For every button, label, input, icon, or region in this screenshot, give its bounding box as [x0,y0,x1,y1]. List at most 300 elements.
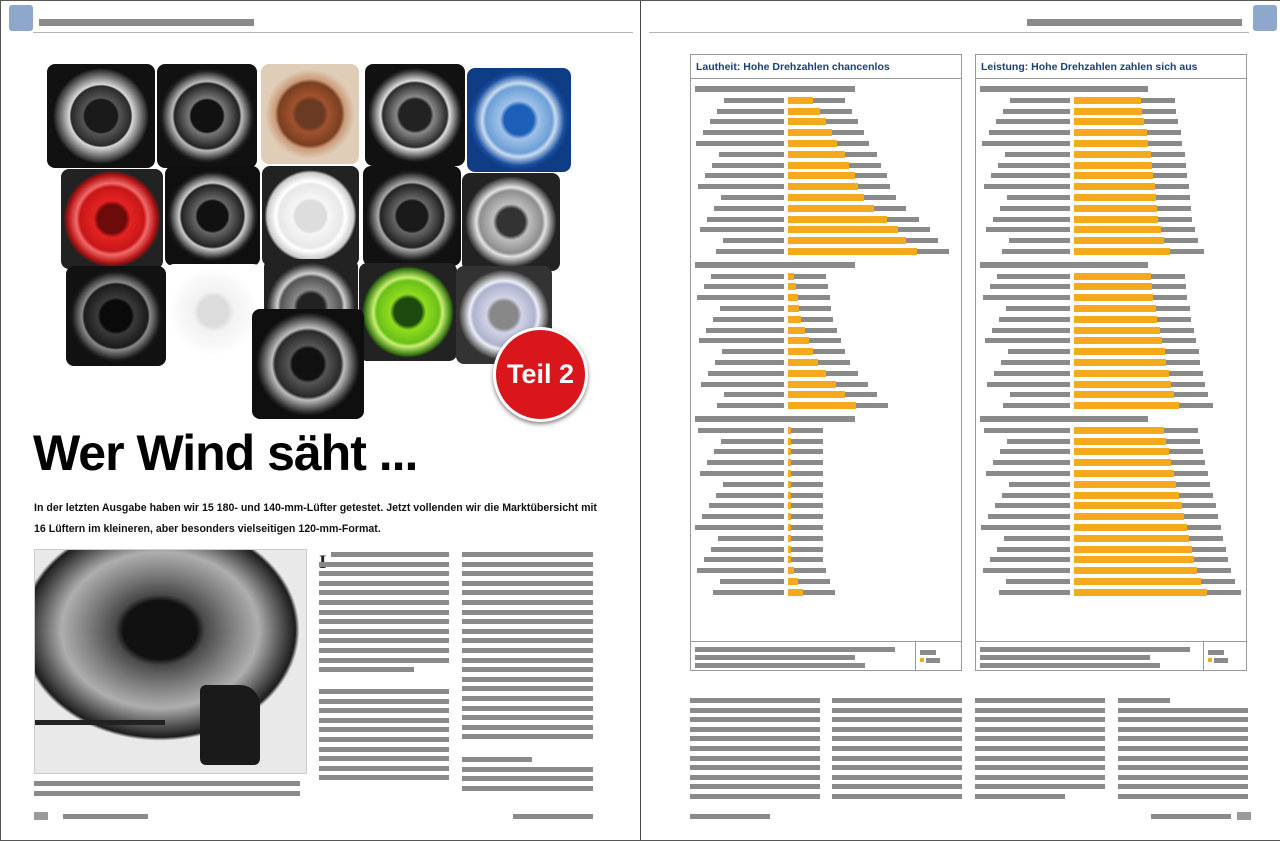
text-line [319,699,449,704]
text-line [462,677,593,682]
text-line [975,794,1065,799]
table-row-label [698,184,784,189]
text-line [462,725,593,730]
table-bar-extension [906,238,938,243]
text-line [319,727,449,732]
table-bar [1074,97,1141,104]
table-bar [1074,316,1157,323]
table-row-label [723,238,784,243]
table-bar-extension [1164,238,1198,243]
table-row-label [1010,98,1070,103]
table-row-label [1002,249,1070,254]
table-bar-extension [1201,579,1235,584]
table-bar [788,578,798,585]
table-bar-extension [1166,439,1200,444]
right-running-head [1027,19,1242,26]
table-bar-extension [887,217,919,222]
text-line [690,756,820,761]
table-row-label [699,338,784,343]
text-line [832,784,962,789]
table-bar-extension [1162,338,1196,343]
legend-swatch [1208,658,1212,662]
table-bar-extension [1165,349,1199,354]
table-bar [788,294,798,301]
table-row-label [986,227,1070,232]
table-bar [1074,427,1164,434]
table-bar-extension [858,184,890,189]
table-bar-extension [791,439,823,444]
table-bar [788,283,796,290]
table-bar [1074,524,1187,531]
table-row-label [705,173,784,178]
table-row-label [982,141,1070,146]
table-bar [1074,589,1207,596]
table-footnote-line [695,663,865,668]
table-bar [1074,348,1165,355]
text-line [1118,784,1248,789]
table-row-label [704,284,784,289]
text-line [462,610,593,615]
table-bar-extension [855,173,887,178]
table-row-label [1007,195,1070,200]
table-bar-extension [1192,547,1226,552]
table-bar-extension [1197,568,1231,573]
text-line [462,590,593,595]
legend-swatch [920,658,924,662]
table-bar-extension [1169,371,1203,376]
table-row-label [709,503,784,508]
table-bar-extension [791,536,823,541]
table-bar-extension [791,471,823,476]
text-line [975,736,1105,741]
text-line [690,698,820,703]
table-bar [788,118,826,125]
table-footnote-line [980,663,1160,668]
text-line [462,638,593,643]
table-footnote-line [695,647,895,652]
text-line [690,708,820,713]
table-bar-extension [791,557,823,562]
text-line [975,756,1105,761]
table-bar-extension [1184,514,1218,519]
table-bar-extension [1148,141,1182,146]
table-bar [788,359,818,366]
table-bar-extension [864,195,896,200]
table-row-label [715,360,784,365]
table-group-label [695,86,855,92]
text-line [462,776,593,781]
table-bar-extension [836,382,868,387]
fan-icon [157,64,257,168]
table-row-label [711,274,784,279]
table-bar-extension [1179,403,1213,408]
table-row-label [1003,109,1070,114]
table-bar [1074,162,1152,169]
text-line [1118,756,1248,761]
table-row-label [1003,403,1070,408]
left-page-tab [9,5,33,31]
table-bar [1074,226,1161,233]
page-number-right [1237,812,1251,820]
table-row-label [1006,579,1070,584]
fan-icon [165,166,260,266]
table-bar [1074,140,1148,147]
text-line [832,775,962,780]
table-row-label [720,579,784,584]
table-footnote-line [980,647,1190,652]
table-bar-extension [1157,317,1191,322]
table-row-label [697,295,784,300]
left-running-head [39,19,254,26]
table-row-label [986,471,1070,476]
table-bar-extension [791,460,823,465]
table-row-label [724,98,784,103]
table-bar [1074,438,1166,445]
legend-label [1214,658,1228,663]
text-line [319,708,449,713]
fan-clip-shape [200,685,260,765]
text-line [319,571,449,576]
table-group-label [980,262,1148,268]
table-bar-extension [1142,109,1176,114]
fan-icon [66,266,166,366]
table-row-label [698,428,784,433]
table-bar-extension [1194,557,1228,562]
text-line [690,784,820,789]
table-bar [788,327,805,334]
table-row-label [702,514,784,519]
table-bar [1074,546,1192,553]
table-row-label [714,206,784,211]
table-row-label [1007,439,1070,444]
table-bar-extension [1179,493,1213,498]
text-line [832,765,962,770]
table-bar [1074,492,1179,499]
text-line [690,794,820,799]
table-bar-extension [832,130,864,135]
text-line [975,784,1105,789]
table-bar-extension [1152,163,1186,168]
table-bar [788,381,836,388]
table-bar-extension [1141,98,1175,103]
fan-icon [262,166,359,266]
table-group-label [695,416,855,422]
table-bar [1074,327,1160,334]
table-row-label [701,382,784,387]
text-line [1118,736,1248,741]
table-row-label [995,503,1070,508]
table-row-label [988,514,1070,519]
table-bar [1074,337,1162,344]
table-bar-extension [820,109,852,114]
text-line [832,698,962,703]
text-line [690,717,820,722]
table-row-label [721,195,784,200]
table-bar [788,248,917,255]
table-bar-extension [845,392,877,397]
text-line [319,629,449,634]
text-line [319,590,449,595]
table-bar [1074,381,1171,388]
table-bar [1074,183,1155,190]
table-bar-extension [791,482,823,487]
table-row-label [992,328,1070,333]
table-bar [788,140,837,147]
table-bar [1074,273,1151,280]
right-header-rule [649,32,1249,33]
footer-line-right [1151,814,1231,819]
table-row-label [721,439,784,444]
table-bar-extension [1151,274,1185,279]
table-row-label [707,217,784,222]
table-bar [1074,172,1153,179]
table-bar [788,402,856,409]
table-row-label [984,428,1070,433]
table-bar [1074,448,1169,455]
table-bar [1074,578,1201,585]
table-bar [1074,556,1194,563]
table-row-label [1010,392,1070,397]
table-row-label [993,217,1070,222]
table-bar [788,183,858,190]
fan-icon [363,166,461,266]
table-row-label [704,557,784,562]
table-bar-extension [1187,525,1221,530]
text-line [462,686,593,691]
table-row-label [984,184,1070,189]
text-line [319,689,449,694]
text-line [462,581,593,586]
table-bar [788,205,874,212]
fan-icon [252,309,364,419]
table-row-label [724,392,784,397]
table-bar-extension [801,317,833,322]
table-bar [788,391,845,398]
table-bar-extension [813,349,845,354]
table-bar-extension [791,428,823,433]
table-bar [1074,459,1171,466]
text-line [462,786,593,791]
table-row-label [718,536,784,541]
table-bar-extension [1147,130,1181,135]
text-line [462,552,593,557]
table-bar [1074,248,1170,255]
table-row-label [712,163,784,168]
table-bar-extension [1144,119,1178,124]
table-bar [788,108,820,115]
table-row-label [1000,449,1070,454]
table-bar-extension [791,547,823,552]
table-bar [1074,359,1166,366]
table-row-label [695,525,784,530]
left-page [1,1,640,840]
table-row-label [994,371,1070,376]
text-line [319,747,449,752]
text-line [319,648,449,653]
table-bar [788,151,845,158]
table-bar-extension [826,119,858,124]
table-row-label [696,141,784,146]
table-bar-extension [837,141,869,146]
table-bar-extension [1170,249,1204,254]
table-bar-extension [1171,460,1205,465]
text-line [1118,727,1248,732]
text-line [1118,765,1248,770]
table-row-label [1009,238,1070,243]
table-bar-extension [1176,482,1210,487]
table-bar [1074,118,1144,125]
table-bar-extension [849,163,881,168]
text-line [832,756,962,761]
table-bar-extension [1169,449,1203,454]
table-bar [1074,305,1156,312]
fan-icon [359,263,457,361]
table-bar [788,305,799,312]
table-row-label [719,152,784,157]
text-line [331,552,449,557]
table-row-label [989,130,1070,135]
table-row-label [998,163,1070,168]
table-row-label [1002,493,1070,498]
table-row-label [716,493,784,498]
text-line [462,757,532,762]
page-number-left [34,812,48,820]
text-line [690,736,820,741]
legend-label [926,658,940,663]
text-line [462,767,593,772]
table-bar-extension [826,371,858,376]
table-bar [788,194,864,201]
table-leistung [975,54,1247,671]
table-bar-extension [1189,536,1223,541]
table-bar-extension [818,360,850,365]
fan-icon [261,64,359,164]
table-row-label [711,547,784,552]
fan-icon [47,64,155,168]
table-bar-extension [845,152,877,157]
text-line [690,775,820,780]
table-bar-extension [791,449,823,454]
footer-line-left [63,814,148,819]
text-line [462,600,593,605]
table-bar [1074,194,1156,201]
table-bar-extension [791,514,823,519]
text-line [319,756,449,761]
table-bar [788,237,906,244]
text-line [462,571,593,576]
fan-photo-shape [34,549,305,745]
text-line [832,746,962,751]
table-bar-extension [1157,206,1191,211]
table-bar-extension [809,338,841,343]
table-row-label [983,568,1070,573]
text-line [319,766,449,771]
table-bar [1074,237,1164,244]
table-row-label [990,284,1070,289]
table-row-label [708,371,784,376]
table-bar [1074,535,1189,542]
table-bar [1074,151,1151,158]
table-bar [1074,470,1174,477]
table-bar-extension [791,503,823,508]
table-bar-extension [803,590,835,595]
table-row-label [999,317,1070,322]
table-bar-extension [1156,306,1190,311]
table-bar [1074,108,1142,115]
text-line [975,727,1105,732]
table-row-label [710,119,784,124]
table-row-label [1009,482,1070,487]
part-badge: Teil 2 [493,327,588,422]
text-line [1118,708,1248,713]
table-bar [788,172,855,179]
table-bar [788,316,801,323]
table-row-label [985,338,1070,343]
table-bar [1074,402,1179,409]
table-row-label [700,471,784,476]
table-bar [788,370,826,377]
text-line [975,746,1105,751]
legend-label [1208,650,1224,655]
table-row-label [997,547,1070,552]
article-headline: Wer Wind säht ... [33,425,418,481]
article-lead: In der letzten Ausgabe haben wir 15 180- und 140-mm-Lüfter getestet. Jetzt vollenden wir die Marktübersicht mit 16 Lüftern im kleineren, aber besonders vielseitigen 120-mm-Format. [34,502,597,535]
table-row-label [1004,536,1070,541]
text-line [462,706,593,711]
table-row-label [723,482,784,487]
table-bar-extension [1161,227,1195,232]
table-bar-extension [1152,284,1186,289]
table-bar [788,226,898,233]
right-page [641,1,1280,840]
table-bar [788,348,813,355]
table-footer [976,641,1246,671]
table-row-label [720,306,784,311]
table-bar-extension [1160,328,1194,333]
table-bar [1074,391,1174,398]
table-bar [1074,513,1184,520]
table-bar [1074,502,1182,509]
table-row-label [993,460,1070,465]
text-line [462,696,593,701]
table-row-label [716,249,784,254]
table-row-label [983,295,1070,300]
left-header-rule [33,32,633,33]
text-line [319,775,449,780]
fan-icon [462,173,560,271]
text-line [1118,775,1248,780]
table-row-label [1005,152,1070,157]
table-row-label [700,227,784,232]
table-title: Lautheit: Hohe Drehzahlen chancenlos [691,55,961,79]
table-bar-extension [791,493,823,498]
table-row-label [703,130,784,135]
table-bar-extension [1182,503,1216,508]
table-bar-extension [1174,471,1208,476]
table-footnote-line [695,655,855,660]
footer-line-left [513,814,593,819]
table-bar-extension [1153,295,1187,300]
text-line [462,715,593,720]
text-line [975,708,1105,713]
table-bar [1074,481,1176,488]
table-row-label [717,109,784,114]
table-bar-extension [1153,173,1187,178]
table-row-label [1001,360,1070,365]
table-bar [788,589,803,596]
text-line [832,727,962,732]
table-row-label [1000,206,1070,211]
